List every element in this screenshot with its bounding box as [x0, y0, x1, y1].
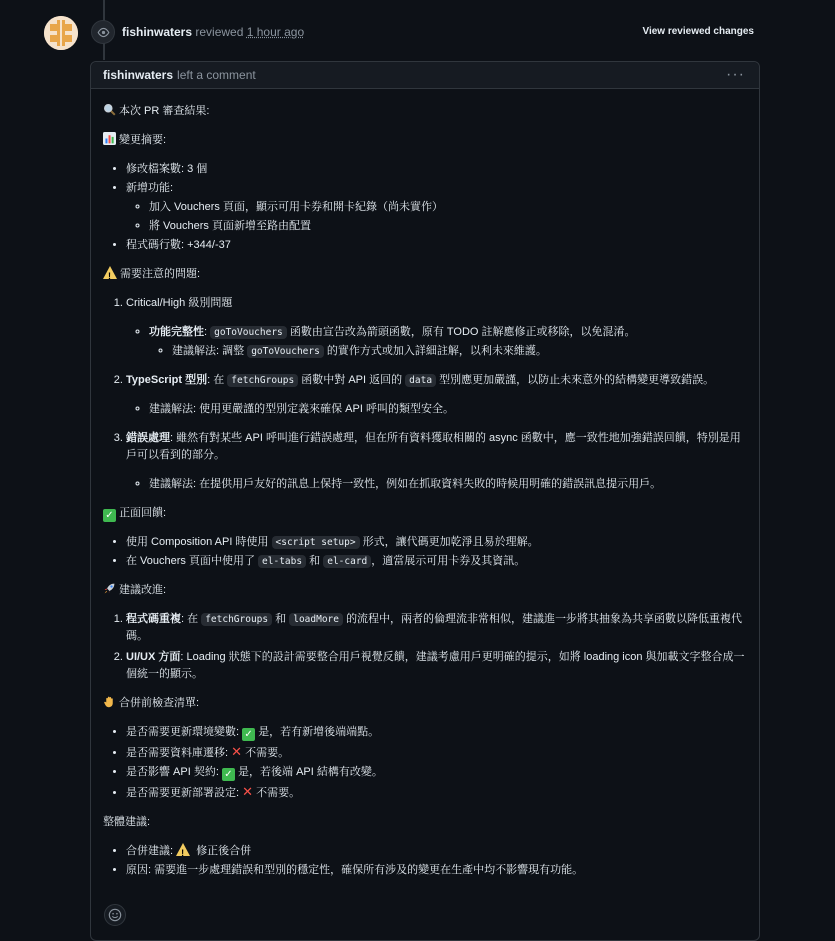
list-item: ◦ 建議解法: 使用更嚴謹的型別定義來確保 API 呼叫的類型安全。 — [149, 401, 747, 418]
pr-review-title: 本次 PR 審查結果: — [103, 103, 747, 120]
list-item: ◦ 功能完整性: goToVouchers 函數由宣告改為箭頭函數，原有 TODO 註解應修正或移除，以免混淆。 ◦ 建議解法: 調整 goToVouchers 的實作方式或加入詳細註解，以利未來維護。 — [149, 324, 747, 360]
summary-list — [103, 161, 747, 254]
issues-list — [103, 295, 747, 493]
check-icon: ✓ — [222, 768, 235, 781]
review-action: reviewed — [195, 25, 244, 39]
view-reviewed-changes-button[interactable]: View reviewed changes — [642, 26, 754, 37]
warning-icon — [103, 266, 117, 279]
review-time-link[interactable]: 1 hour ago — [246, 25, 305, 39]
list-item: ◦ 建議解法: 在提供用戶友好的訊息上保持一致性，例如在抓取資料失敗的時候用明確的錯誤訊息提示用戶。 — [149, 476, 747, 493]
list-item: • 在 Vouchers 頁面中使用了 el-tabs 和 el-card ，適當展示可用卡券及其資訊。 — [126, 553, 747, 570]
comment-action: left a comment — [177, 68, 256, 82]
improve-heading: 建議改進: — [103, 582, 747, 599]
list-item: 2. TypeScript 型別: 在 fetchGroups 函數中對 API 返回的 data 型別應更加嚴謹，以防止未來意外的結構變更導致錯誤。 ◦ 建議解法: 使用更嚴謹的型別定義來確保 API 呼叫的類型安全。 — [126, 372, 747, 418]
avatar-identicon-icon — [44, 16, 78, 50]
eye-icon — [91, 20, 115, 44]
list-item: • 是否需要更新環境變數: ✓ 是，若有新增後端端點。 — [126, 724, 747, 741]
check-icon: ✓ — [242, 728, 255, 741]
list-item: ◦ 將 Vouchers 頁面新增至路由配置 — [149, 218, 747, 235]
add-reaction-smiley-icon[interactable] — [104, 904, 126, 926]
list-item: 1. 程式碼重複: 在 fetchGroups 和 loadMore 的流程中，兩者的倫理流非常相似，建議進一步將其抽象為共享函數以降低重複代碼。 — [126, 611, 747, 645]
list-item: 1. Critical/High 級別問題 ◦ 功能完整性: goToVouchers 函數由宣告改為箭頭函數，原有 TODO 註解應修正或移除，以免混淆。 ◦ 建議解法: 調整 goToVouchers 的實作方式或加入詳細註解，以利未來維護。 — [126, 295, 747, 360]
list-item: • 新增功能: ◦ 加入 Vouchers 頁面，顯示可用卡券和開卡紀錄（尚未實作） ◦ 將 Vouchers 頁面新增至路由配置 — [126, 180, 747, 235]
warning-icon — [176, 843, 190, 856]
checklist-heading: 合併前檢查清單: — [103, 695, 747, 712]
checklist-list — [103, 724, 747, 802]
issues-heading: !需要注意的問題: — [103, 266, 747, 283]
bar-chart-icon — [103, 132, 116, 145]
list-item: • 修改檔案數: 3 個 — [126, 161, 747, 178]
list-item: • 使用 Composition API 時使用 <script setup> 形式，讓代碼更加乾淨且易於理解。 — [126, 534, 747, 551]
list-item: 2. UI/UX 方面: Loading 狀態下的設計需要整合用戶視覺反饋，建議考慮用戶更明確的提示，如將 loading icon 與加載文字整合成一個統一的顯示。 — [126, 649, 747, 683]
comment-author-link[interactable]: fishinwaters — [103, 68, 174, 82]
raised-hand-icon — [103, 695, 116, 708]
kebab-menu-icon[interactable]: ··· — [726, 66, 745, 83]
list-item: ◦ 加入 Vouchers 頁面，顯示可用卡券和開卡紀錄（尚未實作） — [149, 199, 747, 216]
list-item: • 程式碼行數: +344/-37 — [126, 237, 747, 254]
cross-icon: ✕ — [242, 784, 254, 799]
improve-list — [103, 611, 747, 683]
comment-header — [91, 62, 759, 89]
comment-card — [90, 61, 760, 941]
overall-heading: 整體建議: — [103, 816, 151, 828]
positive-list — [103, 534, 747, 570]
review-author-link[interactable]: fishinwaters — [122, 25, 193, 39]
list-item: 3. 錯誤處理: 雖然有對某些 API 呼叫進行錯誤處理，但在所有資料獲取相關的 async 函數中，應一致性地加強錯誤回饋，特別是用戶可以看到的部分。 ◦ 建議解法: 在提供用戶友好的訊息上保持一致性，例如在抓取資料失敗的時候用明確的錯誤訊息提示用戶。 — [126, 430, 747, 493]
magnifier-icon — [103, 103, 116, 116]
check-icon: ✓ — [103, 509, 116, 522]
list-item: • 是否需要資料庫遷移: ✕ 不需要。 — [126, 743, 747, 762]
list-item: • 合併建議: ! 修正後合併 — [126, 843, 747, 860]
rocket-icon — [103, 582, 116, 595]
positive-heading: ✓ 正面回饋: — [103, 505, 747, 522]
avatar[interactable] — [44, 16, 78, 50]
cross-icon: ✕ — [231, 744, 243, 759]
overall-list — [103, 843, 747, 879]
list-item: • 原因: 需要進一步處理錯誤和型別的穩定性，確保所有涉及的變更在生產中均不影響現有功能。 — [126, 862, 747, 879]
list-item: • 是否需要更新部署設定: ✕ 不需要。 — [126, 783, 747, 802]
summary-heading: 變更摘要: — [103, 132, 747, 149]
list-item: • 是否影響 API 契約: ✓ 是，若後端 API 結構有改變。 — [126, 764, 747, 781]
comment-body — [91, 89, 759, 879]
list-item: ◦ 建議解法: 調整 goToVouchers 的實作方式或加入詳細註解，以利未來維護。 — [172, 343, 747, 360]
